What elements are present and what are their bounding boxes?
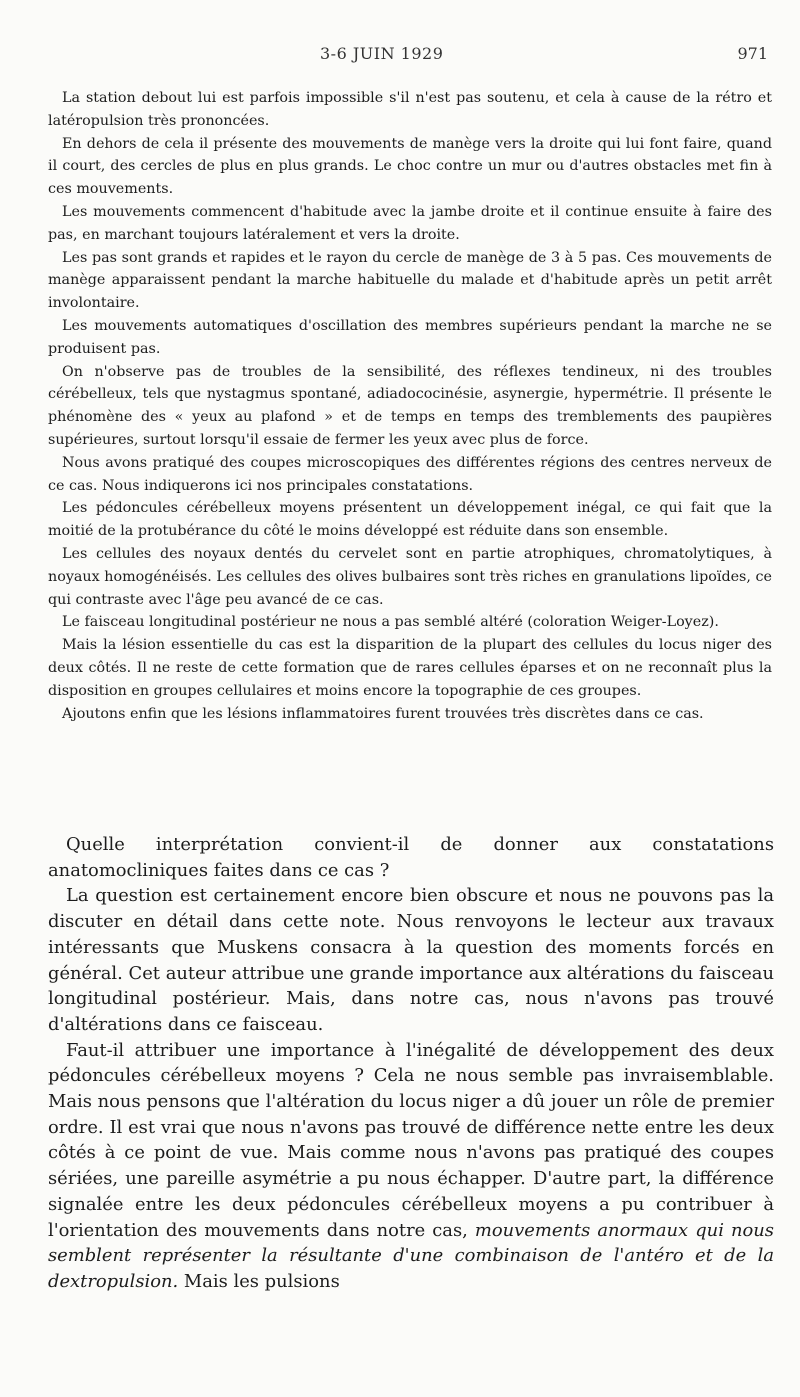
paragraph: Nous avons pratiqué des coupes microscopiques des différentes régions des centres nerveux de ce cas. Nous indiquerons ici nos principales constatations. — [48, 454, 772, 494]
paragraph: Ajoutons enfin que les lésions inflammatoires furent trouvées très discrètes dans ce cas. — [62, 705, 704, 722]
small-print-section — [48, 87, 772, 725]
paragraph: Quelle interprétation convient-il de donner aux constatations anatomocliniques faites dans ce cas ? — [48, 834, 774, 881]
paragraph: Les mouvements commencent d'habitude avec la jambe droite et il continue ensuite à faire des pas, en marchant toujours latéralement et vers la droite. — [48, 203, 772, 243]
paragraph: Les pédoncules cérébelleux moyens présentent un développement inégal, ce qui fait que la moitié de la protubérance du côté le moins développé est réduite dans son ensemble. — [48, 500, 772, 540]
paragraph: Les pas sont grands et rapides et le rayon du cercle de manège de 3 à 5 pas. Ces mouvements de manège apparaissent pendant la marche habituelle du malade et d'habitude après un petit arrêt involontaire. — [48, 249, 772, 312]
italic-phrase: mouvements anormaux qui nous semblent représenter la résultante d'une combinaison de l'antéro et de la dextropulsion. — [48, 1219, 774, 1292]
paragraph: En dehors de cela il présente des mouvements de manège vers la droite qui lui font faire, quand il court, des cercles de plus en plus grands. Le choc contre un mur ou d'autres obstacles met fin à ces mouvements. — [48, 135, 772, 198]
paragraph-text: Faut-il attribuer une importance à l'inégalité de développement des deux pédoncules cérébelleux moyens ? Cela ne nous semble pas invraisemblable. Mais nous pensons que l'altération du locus niger a dû jouer un rôle de premier ordre. Il est vrai que nous n'avons pas trouvé de différence nette entre les deux côtés à ce point de vue. Mais comme nous n'avons pas pratiqué des coupes sériées, une pareille asymétrie a pu nous échapper. D'autre part, la différence signalée entre les deux pédoncules cérébelleux moyens a pu contribuer à l'orientation des mouvements dans notre cas, — [48, 1039, 774, 1241]
paragraph: Le faisceau longitudinal postérieur ne nous a pas semblé altéré (coloration Weiger-Loyez). — [62, 614, 719, 631]
header-date: 3-6 JUIN 1929 — [320, 44, 444, 63]
paragraph-tail: Mais les pulsions — [183, 1270, 340, 1292]
paragraph: Les mouvements automatiques d'oscillation des membres supérieurs pendant la marche ne se produisent pas. — [48, 317, 772, 357]
paragraph: Les cellules des noyaux dentés du cervelet sont en partie atrophiques, chromatolytiques, à noyaux homogénéisés. Les cellules des olives bulbaires sont très riches en granulations lipoïdes, ce qui contraste avec l'âge peu avancé de ce cas. — [48, 545, 772, 608]
paragraph: On n'observe pas de troubles de la sensibilité, des réflexes tendineux, ni des troubles cérébelleux, tels que nystagmus spontané, adiadococinésie, asynergie, hypermétrie. Il présente le phénomène des « yeux au plafond » et de temps en temps des tremblements des paupières supérieures, surtout lorsqu'il essaie de fermer les yeux avec plus de force. — [48, 363, 772, 448]
paragraph: La question est certainement encore bien obscure et nous ne pouvons pas la discuter en détail dans cette note. Nous renvoyons le lecteur aux travaux intéressants que Muskens consacra à la question des moments forcés en général. Cet auteur attribue une grande importance aux altérations du faisceau longitudinal postérieur. Mais, dans notre cas, nous n'avons pas trouvé d'altérations dans ce faisceau. — [48, 885, 774, 1035]
paragraph: Mais la lésion essentielle du cas est la disparition de la plupart des cellules du locus niger des deux côtés. Il ne reste de cette formation que de rares cellules éparses et on ne reconnaît plus la disposition en groupes cellulaires et moins encore la topographie de ces groupes. — [48, 637, 772, 699]
page-number: 971 — [737, 44, 768, 63]
paragraph: La station debout lui est parfois impossible s'il n'est pas soutenu, et cela à cause de la rétro et latéropulsion très prononcées. — [48, 90, 772, 129]
running-header — [0, 44, 800, 74]
main-text-section — [48, 832, 774, 1295]
paragraph — [48, 1038, 774, 1295]
